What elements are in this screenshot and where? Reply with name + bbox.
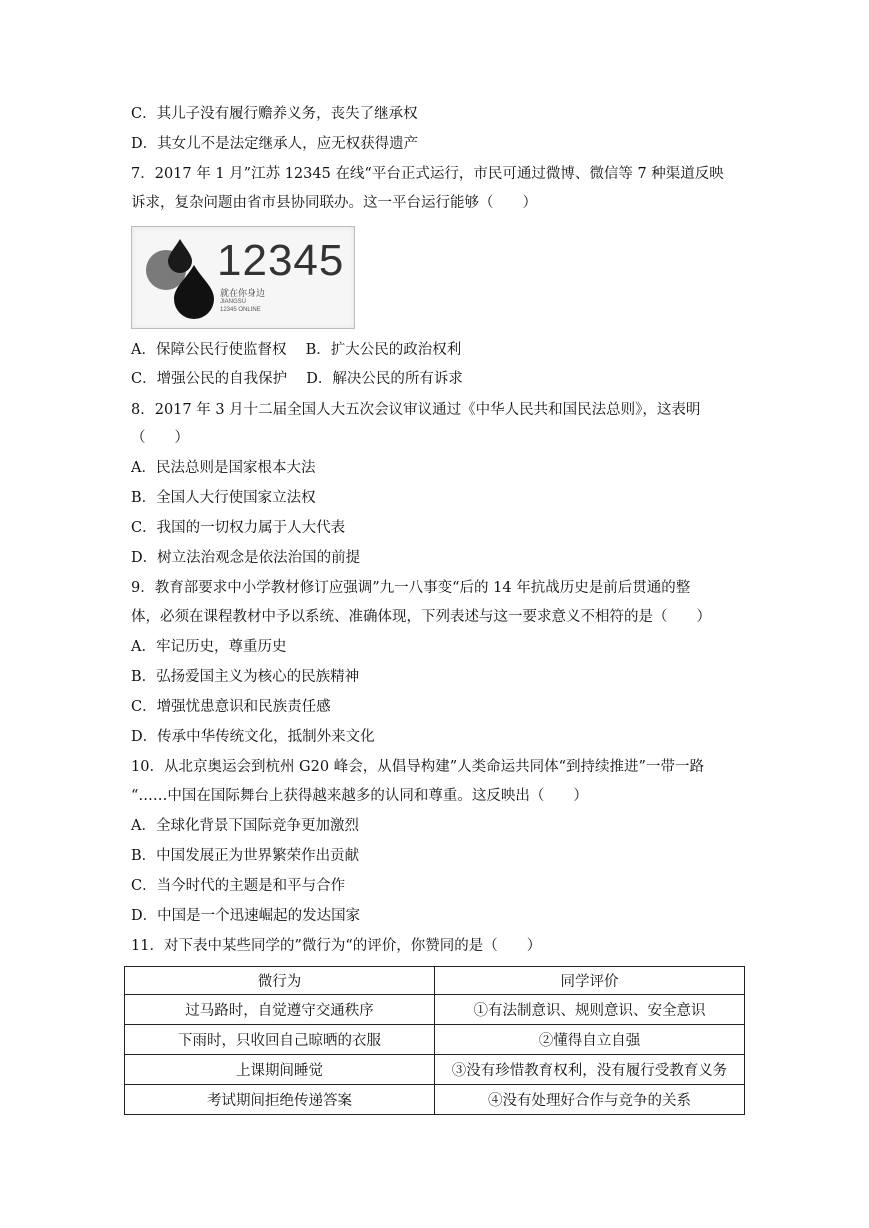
hotline-sub-1: JIANGSU xyxy=(220,299,247,305)
table-cell-evaluation: ②懂得自立自强 xyxy=(435,1025,745,1055)
table-cell-behavior: 上课期间睡觉 xyxy=(125,1055,435,1085)
question-8-line-1: 8．2017 年 3 月十二届全国人大五次会议审议通过《中华人民共和国民法总则》，这表明 xyxy=(131,402,701,418)
table-cell-behavior: 考试期间拒绝传递答案 xyxy=(125,1085,435,1115)
option-10c: C．当今时代的主题是和平与合作 xyxy=(131,878,346,894)
hotline-number: 12345 xyxy=(217,236,345,285)
option-7ab: A．保障公民行使监督权 B．扩大公民的政治权利 xyxy=(131,342,462,358)
behavior-evaluation-table xyxy=(124,966,745,1115)
question-11: 11．对下表中某些同学的”微行为“的评价，你赞同的是（ ） xyxy=(131,938,542,954)
hotline-logo-image xyxy=(131,226,355,329)
table-header-evaluation: 同学评价 xyxy=(435,967,745,995)
question-9-line-1: 9．教育部要求中小学教材修订应强调”九一八事变“后的 14 年抗战历史是前后贯通的整 xyxy=(131,580,691,596)
hotline-tagline: 就在你身边 xyxy=(220,289,266,299)
option-10d: D．中国是一个迅速崛起的发达国家 xyxy=(131,908,361,924)
option-9c: C．增强忧患意识和民族责任感 xyxy=(131,699,331,715)
question-7-line-2: 诉求，复杂问题由省市县协同联办。这一平台运行能够（ ） xyxy=(131,195,537,211)
option-9d: D．传承中华传统文化，抵制外来文化 xyxy=(131,729,375,745)
option-9a: A．牢记历史，尊重历史 xyxy=(131,639,287,655)
table-row xyxy=(125,995,745,1025)
option-10b: B．中国发展正为世界繁荣作出贡献 xyxy=(131,848,360,864)
question-10-line-1: 10．从北京奥运会到杭州 G20 峰会，从倡导构建”人类命运共同体“到持续推进”一带一路 xyxy=(131,759,704,775)
option-7cd: C．增强公民的自我保护 D．解决公民的所有诉求 xyxy=(131,371,463,387)
question-9-line-2: 体，必须在课程教材中予以系统、准确体现，下列表述与这一要求意义不相符的是（ ） xyxy=(131,609,711,625)
option-8d: D．树立法治观念是依法治国的前提 xyxy=(131,550,361,566)
table-cell-behavior: 过马路时，自觉遵守交通秩序 xyxy=(125,995,435,1025)
option-8a: A．民法总则是国家根本大法 xyxy=(131,460,316,476)
question-8-line-2: （ ） xyxy=(131,430,189,446)
option-6d: D．其女儿不是法定继承人，应无权获得遗产 xyxy=(131,136,419,152)
hotline-sub-2: 12345 ONLINE xyxy=(220,307,261,313)
option-6c: C．其儿子没有履行赡养义务，丧失了继承权 xyxy=(131,106,418,122)
option-9b: B．弘扬爱国主义为核心的民族精神 xyxy=(131,669,360,685)
question-10-line-2: “……中国在国际舞台上获得越来越多的认同和尊重。这反映出（ ） xyxy=(131,788,588,804)
table-header-row xyxy=(125,967,745,995)
option-10a: A．全球化背景下国际竞争更加激烈 xyxy=(131,818,359,834)
table-cell-behavior: 下雨时，只收回自己晾晒的衣服 xyxy=(125,1025,435,1055)
question-7-line-1: 7．2017 年 1 月”江苏 12345 在线“平台正式运行，市民可通过微博、微信等 7 种渠道反映 xyxy=(131,166,724,182)
table-row xyxy=(125,1085,745,1115)
table-row xyxy=(125,1055,745,1085)
table-row xyxy=(125,1025,745,1055)
table-cell-evaluation: ④没有处理好合作与竞争的关系 xyxy=(435,1085,745,1115)
table-cell-evaluation: ③没有珍惜教育权利，没有履行受教育义务 xyxy=(435,1055,745,1085)
option-8b: B．全国人大行使国家立法权 xyxy=(131,490,316,506)
table-header-behavior: 微行为 xyxy=(125,967,435,995)
option-8c: C．我国的一切权力属于人大代表 xyxy=(131,520,346,536)
table-cell-evaluation: ①有法制意识、规则意识、安全意识 xyxy=(435,995,745,1025)
